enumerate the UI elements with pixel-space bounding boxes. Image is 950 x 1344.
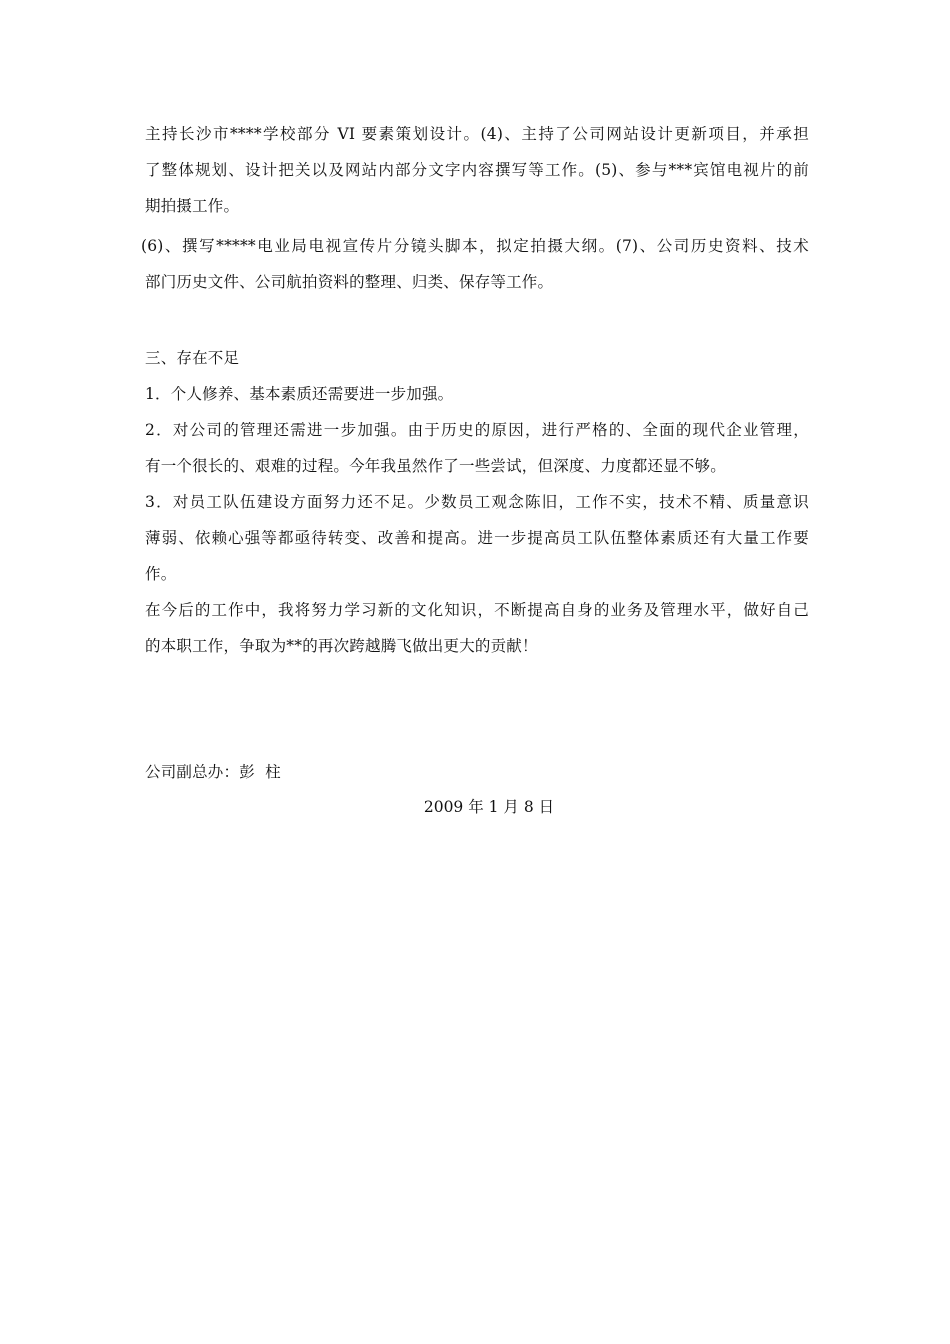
list-item-3-line: 薄弱、依赖心强等都亟待转变、改善和提高。进一步提高员工队伍整体素质还有大量工作要	[145, 529, 809, 547]
list-item-3-line: 作。	[145, 565, 177, 583]
text-line: 部门历史文件、公司航拍资料的整理、归类、保存等工作。	[145, 273, 554, 291]
paragraph-achievements-1	[145, 116, 809, 224]
document-date: 2009 年 1 月 8 日	[423, 798, 555, 816]
section-shortcomings	[145, 340, 809, 664]
text-line: 了整体规划、设计把关以及网站内部分文字内容撰写等工作。(5)、参与***宾馆电视片的前	[145, 161, 809, 179]
signature: 公司副总办：彭 柱	[145, 763, 281, 781]
list-item-2-line: 有一个很长的、艰难的过程。今年我虽然作了一些尝试，但深度、力度都还显不够。	[145, 457, 726, 475]
section-heading: 三、存在不足	[145, 349, 240, 367]
list-item-2-line: 2．对公司的管理还需进一步加强。由于历史的原因，进行严格的、全面的现代企业管理，	[145, 421, 809, 439]
text-line: (6)、撰写*****电业局电视宣传片分镜头脚本，拟定拍摄大纲。(7)、公司历史资料、技术	[141, 237, 809, 255]
closing-line: 的本职工作，争取为**的再次跨越腾飞做出更大的贡献！	[145, 637, 538, 655]
signature-block	[145, 754, 809, 790]
list-item-3-line: 3．对员工队伍建设方面努力还不足。少数员工观念陈旧，工作不实，技术不精、质量意识	[145, 493, 809, 511]
text-line: 期拍摄工作。	[145, 197, 240, 215]
text-line: 主持长沙市****学校部分 VI 要素策划设计。(4)、主持了公司网站设计更新项目，并承担	[145, 125, 809, 143]
closing-line: 在今后的工作中，我将努力学习新的文化知识，不断提高自身的业务及管理水平，做好自己	[145, 601, 809, 619]
list-item-1: 1．个人修养、基本素质还需要进一步加强。	[145, 385, 454, 403]
paragraph-achievements-2	[141, 228, 809, 300]
